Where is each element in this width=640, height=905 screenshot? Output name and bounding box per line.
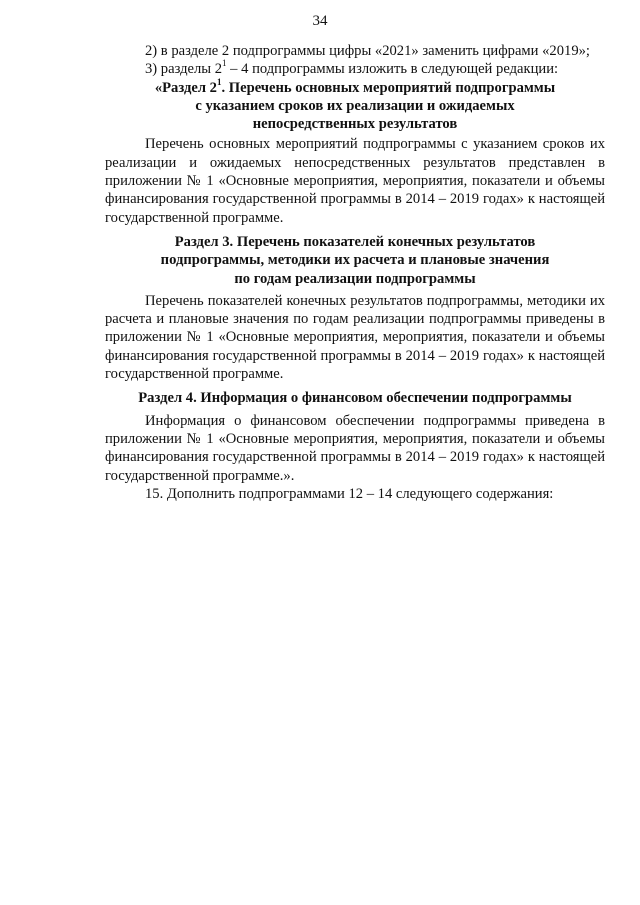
item-3-prefix: 3) разделы 2: [145, 61, 223, 78]
section-2-1-heading-superscript: 1: [216, 76, 222, 87]
section-3-heading: [105, 233, 605, 288]
page-number: 34: [312, 13, 328, 29]
section-2-1-heading-prefix: «Раздел 2: [154, 79, 217, 96]
section-2-1-heading-line2: с указанием сроков их реализации и ожидаемых: [195, 97, 515, 114]
document-body: [105, 42, 605, 503]
section-2-1-heading-line3: непосредственных результатов: [252, 116, 458, 133]
section-4-text: Информация о финансовом обеспечении подпрограммы приведена в приложении № 1 «Основные мероприятия, мероприятия, показатели и объемы финансирования государственной программы в 2014 – 2019 годах» к настоящей государственной программе.».: [105, 412, 605, 484]
section-2-1-heading-rest: . Перечень основных мероприятий подпрограммы: [221, 79, 556, 96]
section-3-text: Перечень показателей конечных результатов подпрограммы, методики их расчета и плановые значения по годам реализации подпрограммы приведены в приложении № 1 «Основные мероприятия, мероприятия, показатели и объемы финансирования государственной программы в 2014 – 2019 годах» к настоящей государственной программе.: [105, 292, 605, 383]
section-3-heading-line2: подпрограммы, методики их расчета и плановые значения: [160, 252, 550, 269]
item-2-paragraph: 2) в разделе 2 подпрограммы цифры «2021» заменить цифрами «2019»;: [145, 43, 590, 59]
section-3-heading-line1: Раздел 3. Перечень показателей конечных результатов: [174, 233, 536, 250]
section-4-heading: [105, 389, 605, 407]
section-2-1-heading: [105, 76, 605, 134]
section-4-heading-line1: Раздел 4. Информация о финансовом обеспечении подпрограммы: [138, 390, 572, 407]
item-3-paragraph: [105, 60, 605, 78]
section-2-1-heading-line1: [105, 76, 605, 97]
section-2-1-text: Перечень основных мероприятий подпрограммы с указанием сроков их реализации и ожидаемых непосредственных результатов представлен в приложении № 1 «Основные мероприятия, мероприятия, показатели и объемы финансирования государственной программы в 2014 – 2019 годах» к настоящей государственной программе.: [105, 136, 605, 226]
item-15-paragraph: 15. Дополнить подпрограммами 12 – 14 следующего содержания:: [145, 485, 554, 502]
item-3-suffix: – 4 подпрограммы изложить в следующей редакции:: [226, 61, 559, 78]
section-3-heading-line3: по годам реализации подпрограммы: [234, 270, 476, 287]
item-3-superscript: 1: [222, 58, 227, 69]
